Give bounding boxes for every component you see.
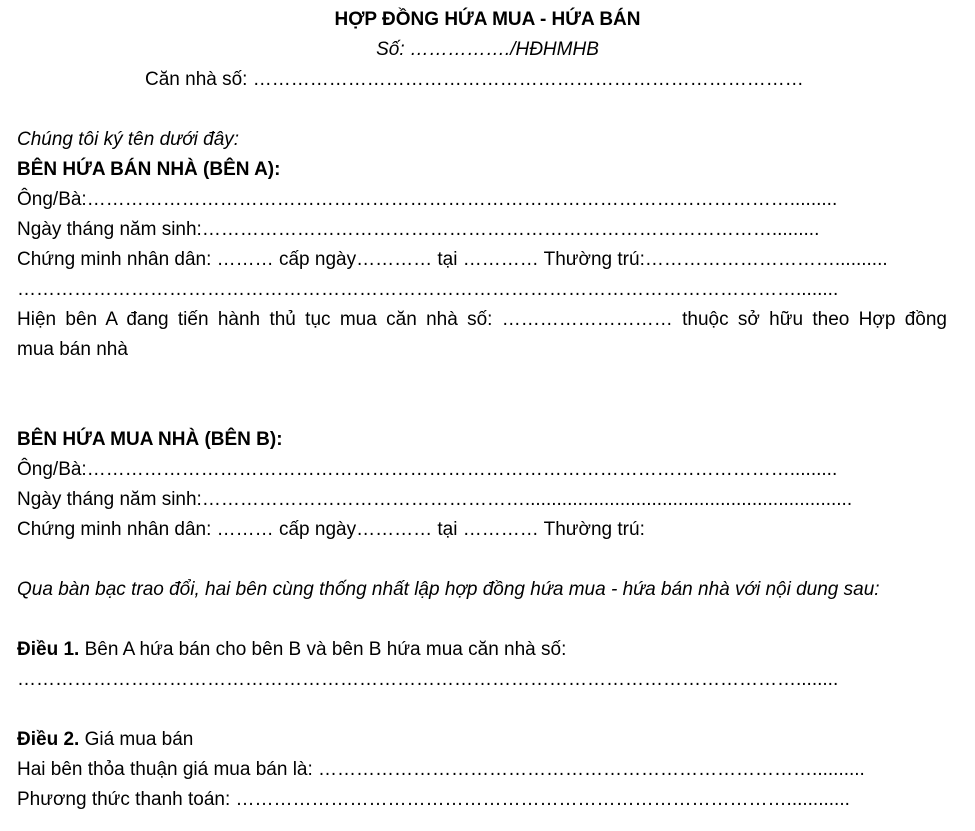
party-a-address-dots: ……………………………………………………………………………………………………………........ [17,279,839,300]
article-1-dots: ……………………………………………………………………………………………………………........ [17,669,839,690]
party-b-dob: Ngày tháng năm sinh:…………………………………………….............................................................. [17,489,853,510]
document-title: HỢP ĐỒNG HỨA MUA - HỨA BÁN [334,9,641,30]
article-2-text: Giá mua bán [79,729,194,750]
house-number-line: Căn nhà số: …………………………………………………………………………… [145,69,804,90]
intro-text: Chúng tôi ký tên dưới đây: [17,129,240,150]
party-a-name: Ông/Bà:…………………………………………………………………………………………………......... [17,189,838,210]
party-b-id: Chứng minh nhân dân: ……… cấp ngày………… tại ………… Thường trú: [17,519,645,540]
party-a-dob: Ngày tháng năm sinh:………………………………………………………………………………......... [17,219,820,240]
article-1-label: Điều 1. [17,639,80,660]
contract-number: Số: ……………./HĐHMHB [376,39,599,60]
agreement-text: Qua bàn bạc trao đổi, hai bên cùng thống nhất lập hợp đồng hứa mua - hứa bán nhà với nội dung sau: [17,579,880,600]
party-a-heading: BÊN HỨA BÁN NHÀ (BÊN A): [17,159,281,180]
article-1-text: Bên A hứa bán cho bên B và bên B hứa mua căn nhà số: [79,639,567,660]
article-1 [17,638,566,662]
article-2-label: Điều 2. [17,729,80,750]
article-2-payment: Phương thức thanh toán: ……………………………………………………………………………............ [17,789,850,810]
party-b-name: Ông/Bà:…………………………………………………………………………………………………......... [17,459,838,480]
party-a-process-line1: Hiện bên A đang tiến hành thủ tục mua căn nhà số: ……………………… thuộc sở hữu theo Hợp đồng [17,309,947,330]
article-2 [17,728,193,752]
article-2-price: Hai bên thỏa thuận giá mua bán là: …………………………………………………………………….......... [17,759,865,780]
party-b-heading: BÊN HỨA MUA NHÀ (BÊN B): [17,429,283,450]
party-a-process-line2: mua bán nhà [17,339,128,360]
party-a-id: Chứng minh nhân dân: ……… cấp ngày………… tại ………… Thường trú:………………………….......... [17,249,888,270]
